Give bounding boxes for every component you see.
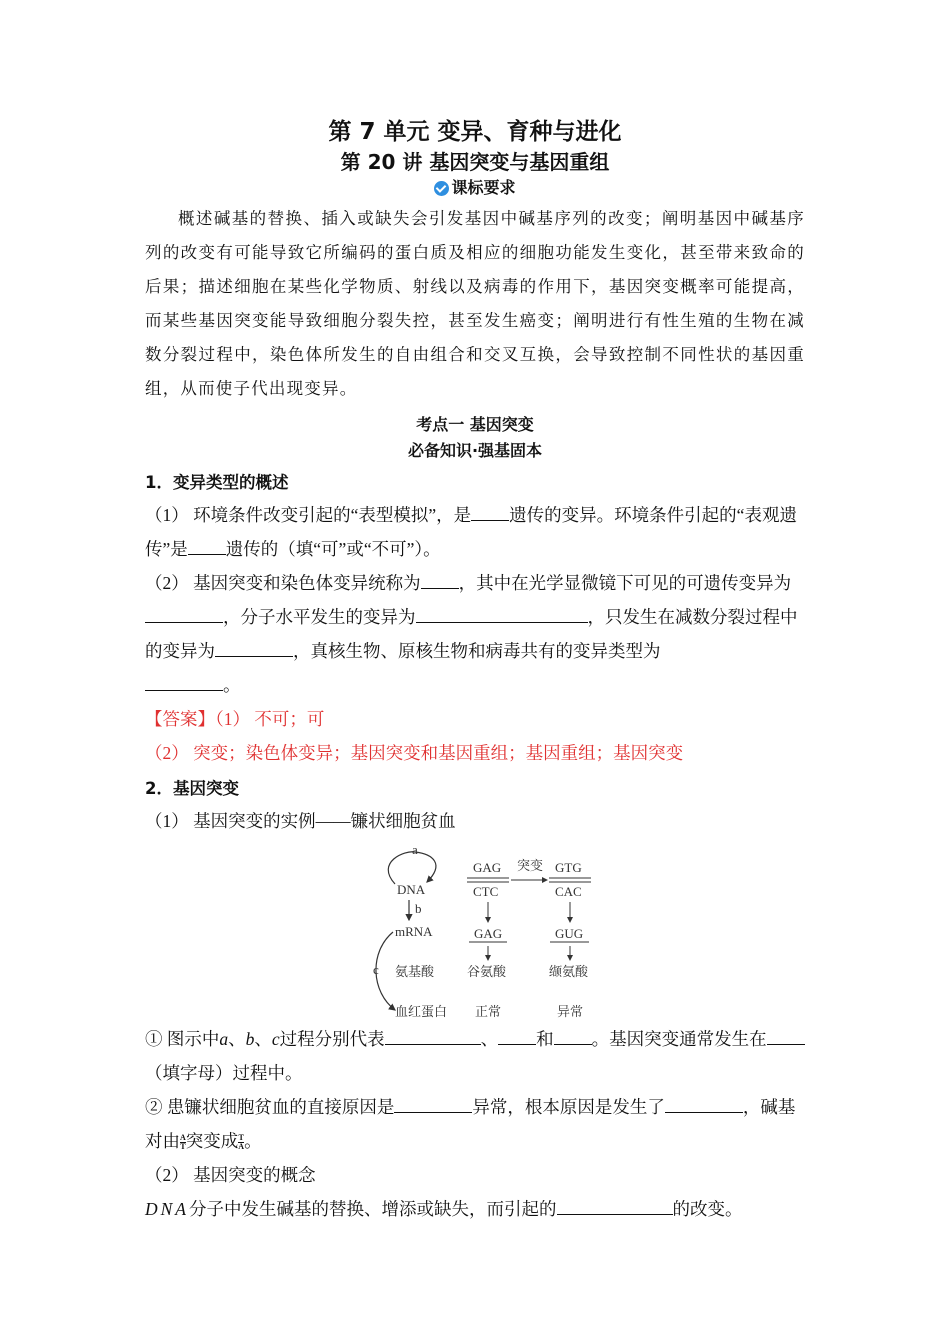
blank[interactable] — [554, 1026, 592, 1045]
label-b: b — [415, 901, 422, 916]
section2-sub1: （1） 基因突变的实例——镰状细胞贫血 — [145, 811, 456, 831]
label-gtg: GTG — [555, 860, 582, 875]
label-ctc: CTC — [473, 884, 499, 899]
l3-text-b: 的改变。 — [672, 1199, 743, 1219]
blank[interactable] — [145, 604, 223, 623]
q2-text-f: 。 — [223, 675, 241, 695]
l2-text-e: 。 — [244, 1131, 262, 1151]
blank[interactable] — [767, 1026, 805, 1045]
base-pair-at: $\frac{A}{T}$ — [180, 1133, 186, 1152]
blank[interactable] — [145, 672, 223, 691]
var-b: b — [245, 1029, 255, 1049]
q1-text-a: （1） 环境条件改变引起的“表型模拟”，是 — [145, 505, 472, 525]
q1-text-c: 遗传的（填“可”或“不可”）。 — [225, 539, 441, 559]
base-pair-ta: $\frac{T}{A}$ — [238, 1133, 245, 1152]
q2-text-b: ，其中在光学显微镜下可见的可遗传变异为 — [458, 573, 792, 593]
q2-text-c: ，分子水平发生的变异为 — [223, 607, 416, 627]
l2-text-a: ② 患镰状细胞贫血的直接原因是 — [145, 1097, 395, 1117]
lecture-title: 第 20 讲 基因突变与基因重组 — [340, 150, 610, 174]
blank[interactable] — [215, 638, 293, 657]
section2-heading: 2．基因突变 — [145, 779, 239, 798]
translation-arrow — [376, 932, 395, 1010]
question-diagram-2 — [145, 1090, 805, 1158]
l3-text-a: 分子中发生碱基的替换、增添或缺失，而引起的 — [189, 1199, 557, 1219]
blank[interactable] — [471, 502, 509, 521]
intro-paragraph: 概述碱基的替换、插入或缺失会引发基因中碱基序列的改变；阐明基因中碱基序列的改变有可能导致它所编码的蛋白质及相应的细胞功能发生变化，甚至带来致命的后果；描述细胞在某些化学物质、射线以及病毒的作用下，基因突变概率可能提高，而某些基因突变能导致细胞分裂失控，甚至发生癌变；阐明进行有性生殖的生物在减数分裂过程中，染色体所发生的自由组合和交叉互换，会导致控制不同性状的基因重组，从而使子代出现变异。 — [145, 209, 805, 398]
sickle-cell-diagram — [375, 842, 615, 1022]
label-dna: DNA — [397, 882, 426, 897]
answer-label: 【答案】 — [145, 709, 215, 729]
l2-text-c: ，碱基对由 — [145, 1097, 796, 1151]
label-mutate: 突变 — [517, 858, 544, 873]
l1-text-e: 。基因突变通常发生在 — [591, 1029, 767, 1049]
label-mrna: mRNA — [395, 924, 433, 939]
q2-text-e: ，真核生物、原核生物和病毒共有的变异类型为 — [293, 641, 661, 661]
label-gug: GUG — [555, 926, 584, 941]
var-c: c — [271, 1029, 280, 1049]
l2-text-d: 突变成 — [185, 1131, 239, 1151]
label-hb: 血红蛋白 — [395, 1004, 448, 1019]
unit-title: 第 7 单元 变异、育种与进化 — [328, 119, 622, 145]
label-cac: CAC — [555, 884, 582, 899]
concept-line — [145, 1192, 805, 1226]
label-normal: 正常 — [475, 1004, 502, 1019]
label-val: 缬氨酸 — [549, 964, 589, 979]
l2-text-b: 异常，根本原因是发生了 — [472, 1097, 665, 1117]
question2 — [145, 566, 805, 702]
kaodian-heading: 考点一 基因突变 — [416, 415, 534, 434]
q2-text-d: ，只发生在减数分裂过程中的变异为 — [145, 607, 798, 661]
var-a: a — [219, 1029, 229, 1049]
label-amino: 氨基酸 — [395, 964, 435, 979]
blank[interactable] — [394, 1094, 472, 1113]
blank[interactable] — [421, 570, 459, 589]
q1-text-b: 遗传的变异。环境条件引起的“表观遗传”是 — [145, 505, 797, 559]
l1-text-a: ① 图示中 — [145, 1029, 220, 1049]
l1-text-b: 过程分别代表 — [279, 1029, 385, 1049]
q2-text-a: （2） 基因突变和染色体变异统称为 — [145, 573, 421, 593]
label-gag-m: GAG — [474, 926, 503, 941]
var-dna: DNA — [145, 1199, 189, 1219]
requirements-label: 课标要求 — [451, 178, 516, 197]
label-a: a — [412, 842, 418, 857]
l1-text-f: （填字母）过程中。 — [145, 1063, 303, 1083]
blank[interactable] — [557, 1196, 673, 1215]
blank[interactable] — [416, 604, 588, 623]
l1-text-d: 和 — [536, 1029, 554, 1049]
sep1: 、 — [228, 1029, 246, 1049]
label-gag-top: GAG — [473, 860, 502, 875]
requirements-heading — [145, 176, 805, 200]
section1-heading: 1．变异类型的概述 — [145, 473, 289, 492]
answer-line1 — [145, 702, 805, 736]
blank[interactable] — [188, 536, 226, 555]
question-diagram-1 — [145, 1022, 805, 1090]
blank[interactable] — [498, 1026, 536, 1045]
sep2: 、 — [254, 1029, 272, 1049]
l1-text-c: 、 — [480, 1029, 499, 1049]
answer1: （1） 不可；可 — [215, 709, 325, 729]
bibei-heading: 必备知识·强基固本 — [407, 441, 543, 460]
document-page — [145, 112, 805, 1226]
question1 — [145, 498, 805, 566]
label-c: c — [373, 962, 379, 977]
check-circle-icon — [434, 181, 449, 196]
blank[interactable] — [385, 1026, 481, 1045]
blank[interactable] — [665, 1094, 743, 1113]
label-glu: 谷氨酸 — [467, 964, 507, 979]
answer-line2: （2） 突变；染色体变异；基因突变和基因重组；基因重组；基因突变 — [145, 743, 684, 763]
section2-sub2: （2） 基因突变的概念 — [145, 1165, 316, 1185]
label-abnormal: 异常 — [557, 1004, 584, 1019]
